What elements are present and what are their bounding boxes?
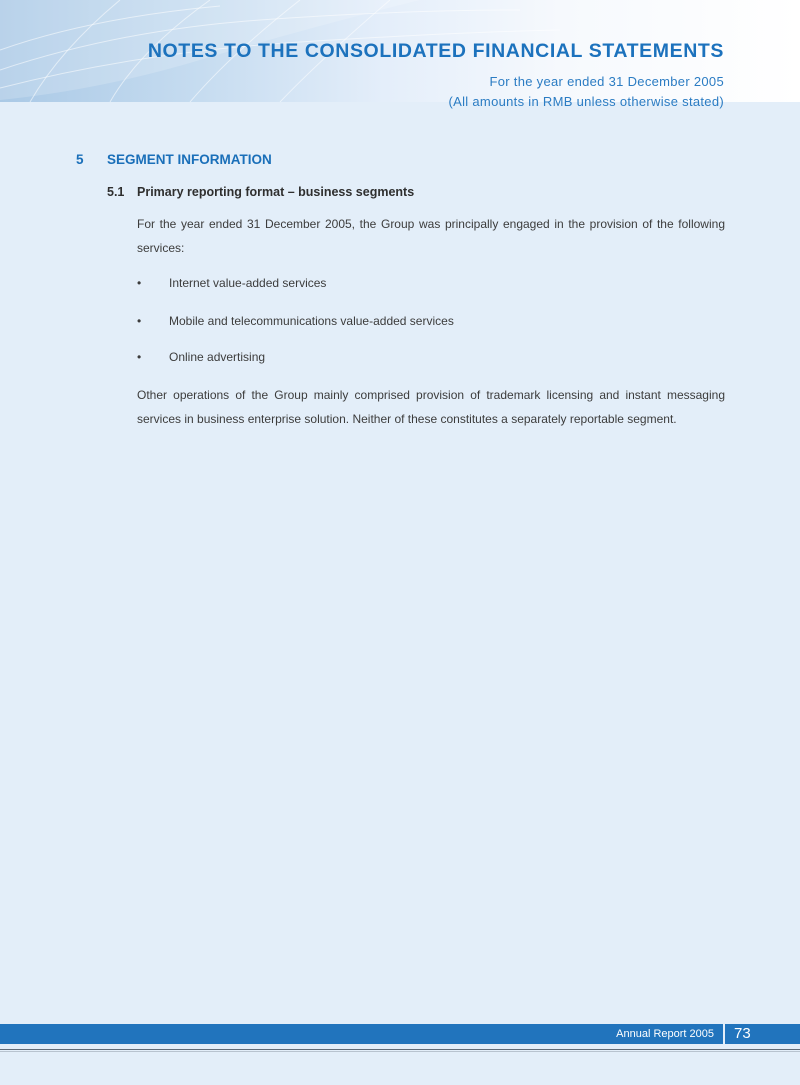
- bullet-icon: •: [137, 314, 142, 328]
- footer-rule: [0, 1049, 800, 1050]
- subsection-number: 5.1: [107, 185, 125, 199]
- page-number: 73: [734, 1025, 751, 1042]
- footer-report-label: Annual Report 2005: [616, 1028, 714, 1040]
- bullet-icon: •: [137, 276, 142, 290]
- currency-subtitle: (All amounts in RMB unless otherwise stated): [448, 94, 724, 109]
- footer-divider: [723, 1024, 725, 1044]
- list-item: [137, 313, 454, 329]
- list-item: [137, 275, 326, 291]
- intro-paragraph: For the year ended 31 December 2005, the Group was principally engaged in the provision of the following services:: [137, 217, 725, 255]
- section-number: 5: [76, 152, 84, 167]
- subsection-heading: [107, 185, 414, 199]
- section-title: SEGMENT INFORMATION: [107, 152, 272, 167]
- page-title: NOTES TO THE CONSOLIDATED FINANCIAL STATEMENTS: [147, 40, 724, 62]
- footer-rule-secondary: [0, 1051, 800, 1052]
- subsection-title: Primary reporting format – business segments: [137, 185, 415, 199]
- list-item: [137, 349, 265, 365]
- section-heading: [76, 152, 272, 167]
- list-item-text: Online advertising: [169, 350, 266, 364]
- period-subtitle: For the year ended 31 December 2005: [489, 74, 724, 89]
- bullet-icon: •: [137, 350, 142, 364]
- list-item-text: Internet value-added services: [169, 276, 327, 290]
- closing-paragraph: Other operations of the Group mainly comprised provision of trademark licensing and instant messaging services in business enterprise solution. Neither of these constitutes a separately reportable segment.: [137, 388, 725, 426]
- list-item-text: Mobile and telecommunications value-added services: [169, 314, 454, 328]
